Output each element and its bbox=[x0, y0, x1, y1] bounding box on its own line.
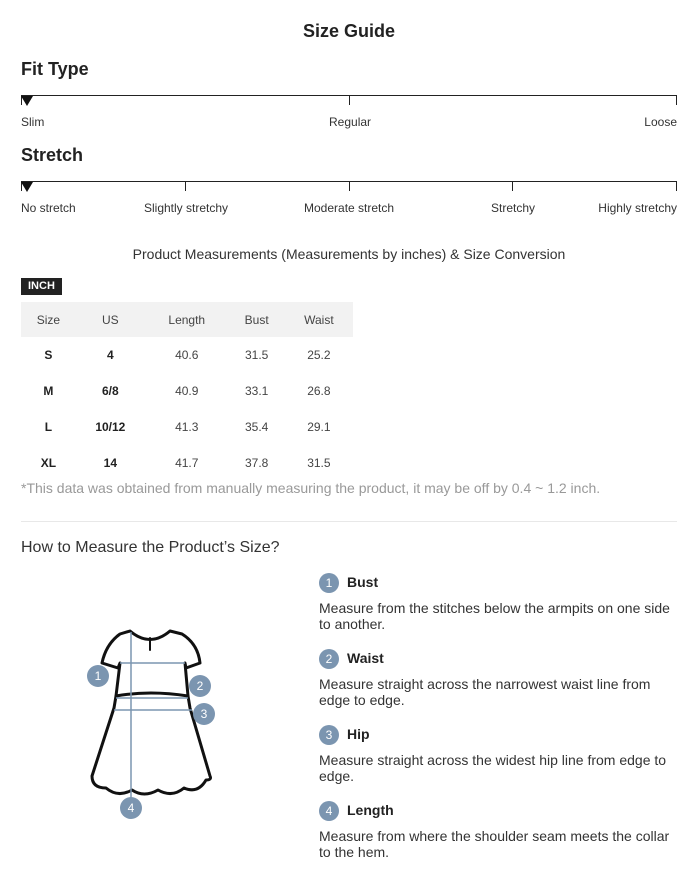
column-header: Size bbox=[21, 302, 76, 337]
fit-label-slim: Slim bbox=[21, 115, 45, 129]
bust-cell: 33.1 bbox=[244, 384, 269, 398]
length-cell: 41.3 bbox=[175, 420, 199, 434]
scale-tick bbox=[676, 181, 677, 191]
diagram-marker-bust bbox=[87, 665, 109, 687]
length-cell: 40.6 bbox=[175, 348, 199, 362]
waist-cell: 25.2 bbox=[307, 348, 331, 362]
svg-text:1: 1 bbox=[94, 669, 102, 683]
stretch-label-slightly: Slightly stretchy bbox=[144, 201, 229, 215]
number-badge: 3 bbox=[319, 725, 339, 745]
instruction-bust bbox=[319, 572, 679, 648]
stretch-label-highly: Highly stretchy bbox=[598, 201, 677, 215]
svg-text:3: 3 bbox=[200, 707, 208, 721]
instruction-desc: Measure from where the shoulder seam meets the collar to the hem. bbox=[319, 828, 670, 860]
divider bbox=[21, 521, 677, 522]
column-header: Length bbox=[145, 302, 229, 337]
fit-type-pointer-icon bbox=[21, 96, 33, 106]
scale-tick bbox=[185, 181, 186, 191]
bust-cell: 37.8 bbox=[244, 456, 269, 470]
fit-label-loose: Loose bbox=[644, 115, 677, 129]
size-cell: L bbox=[44, 420, 53, 434]
column-header: Waist bbox=[285, 302, 353, 337]
bust-cell: 31.5 bbox=[244, 348, 269, 362]
table-header-row bbox=[21, 302, 353, 337]
table-row bbox=[21, 373, 353, 409]
number-badge: 1 bbox=[319, 573, 339, 593]
stretch-label-moderate: Moderate stretch bbox=[304, 201, 395, 215]
us-cell: 14 bbox=[103, 456, 118, 470]
scale-tick bbox=[512, 181, 513, 191]
instruction-hip bbox=[319, 724, 679, 800]
stretch-label-no: No stretch bbox=[21, 201, 76, 215]
instruction-desc: Measure from the stitches below the armpits on one side to another. bbox=[319, 600, 670, 632]
fit-type-scale bbox=[21, 95, 677, 129]
svg-text:2: 2 bbox=[196, 679, 204, 693]
size-cell: S bbox=[44, 348, 53, 362]
measurement-note: *This data was obtained from manually measuring the product, it may be off by 0.4 ~ 1.2 inch. bbox=[21, 480, 601, 496]
scale-tick bbox=[349, 181, 350, 191]
column-header: US bbox=[76, 302, 145, 337]
us-cell: 10/12 bbox=[95, 420, 126, 434]
measure-guides bbox=[114, 632, 192, 803]
unit-badge[interactable]: INCH bbox=[21, 278, 62, 295]
us-cell: 6/8 bbox=[102, 384, 119, 398]
waist-cell: 29.1 bbox=[307, 420, 331, 434]
instruction-name: Length bbox=[347, 802, 394, 818]
instruction-desc: Measure straight across the widest hip line from edge to edge. bbox=[319, 752, 667, 784]
waist-cell: 31.5 bbox=[307, 456, 331, 470]
dress-diagram bbox=[80, 618, 230, 828]
instruction-name: Bust bbox=[347, 574, 379, 590]
diagram-marker-length bbox=[120, 797, 142, 819]
column-header: Bust bbox=[229, 302, 285, 337]
instruction-desc: Measure straight across the narrowest waist line from edge to edge. bbox=[319, 676, 651, 708]
diagram-marker-hip bbox=[193, 703, 215, 725]
size-cell: M bbox=[43, 384, 54, 398]
bust-cell: 35.4 bbox=[244, 420, 269, 434]
measurement-instructions bbox=[319, 572, 679, 876]
instruction-length bbox=[319, 800, 679, 876]
fit-type-heading: Fit Type bbox=[21, 59, 89, 79]
size-table bbox=[21, 302, 353, 481]
stretch-scale bbox=[21, 181, 677, 215]
scale-tick bbox=[349, 95, 350, 105]
number-badge: 4 bbox=[319, 801, 339, 821]
scale-tick bbox=[676, 95, 677, 105]
us-cell: 4 bbox=[107, 348, 114, 362]
instruction-name: Hip bbox=[347, 726, 370, 742]
how-to-measure-title: How to Measure the Product’s Size? bbox=[21, 539, 280, 556]
fit-label-regular: Regular bbox=[329, 115, 372, 129]
instruction-waist bbox=[319, 648, 679, 724]
measurements-title: Product Measurements (Measurements by inches) & Size Conversion bbox=[132, 246, 566, 262]
diagram-marker-waist bbox=[189, 675, 211, 697]
stretch-label-stretchy: Stretchy bbox=[491, 201, 536, 215]
number-badge: 2 bbox=[319, 649, 339, 669]
stretch-pointer-icon bbox=[21, 182, 33, 192]
page-title: Size Guide bbox=[302, 21, 396, 41]
svg-text:4: 4 bbox=[127, 801, 135, 815]
length-cell: 40.9 bbox=[175, 384, 199, 398]
waist-cell: 26.8 bbox=[307, 384, 331, 398]
table-row bbox=[21, 409, 353, 445]
table-row bbox=[21, 337, 353, 373]
size-cell: XL bbox=[40, 456, 57, 470]
length-cell: 41.7 bbox=[175, 456, 199, 470]
instruction-name: Waist bbox=[347, 650, 384, 666]
dress-outline-icon bbox=[92, 631, 211, 794]
table-row bbox=[21, 445, 353, 481]
stretch-heading: Stretch bbox=[21, 145, 84, 165]
